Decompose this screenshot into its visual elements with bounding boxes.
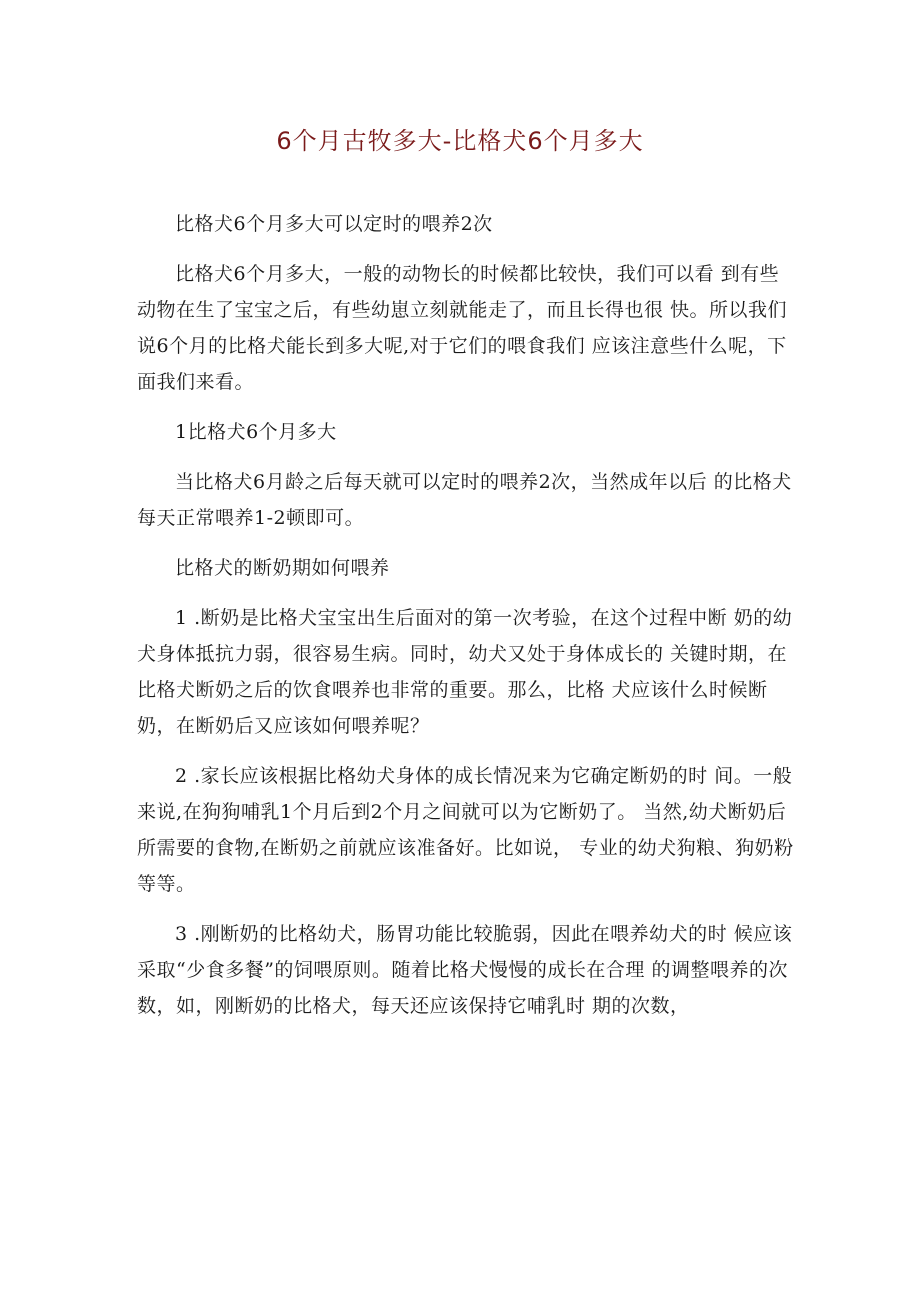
document-body [137,206,797,1038]
paragraph-weaning-1: 1 .断奶是比格犬宝宝出生后面对的第一次考验，在这个过程中断 奶的幼犬身体抵抗力弱，很容易生病。同时，幼犬又处于身体成长的 关键时期，在比格犬断奶之后的饮食喂养也非常的重要。那么，比格 犬应该什么时候断奶，在断奶后又应该如何喂养呢？ [137,607,793,737]
paragraph-weaning-3: 3 .刚断奶的比格幼犬，肠胃功能比较脆弱，因此在喂养幼犬的时 候应该采取“少食多餐”的饲喂原则。随着比格犬慢慢的成长在合理 的调整喂养的次数，如，刚断奶的比格犬，每天还应该保持它哺乳时 期的次数， [137,923,793,1017]
paragraph-weaning-2: 2 .家长应该根据比格幼犬身体的成长情况来为它确定断奶的时 间。一般来说,在狗狗哺乳1个月后到2个月之间就可以为它断奶了。 当然,幼犬断奶后所需要的食物,在断奶之前就应该准备好。比如说， 专业的幼犬狗粮、狗奶粉等等。 [137,765,794,895]
section-heading-size: 1比格犬6个月多大 [175,421,337,443]
document-title: 6个月古牧多大-比格犬6个月多大 [276,127,644,155]
paragraph-intro-heading: 比格犬6个月多大可以定时的喂养2次 [175,213,493,235]
paragraph-feeding: 当比格犬6月龄之后每天就可以定时的喂养2次，当然成年以后 的比格犬每天正常喂养1-2顿即可。 [137,471,792,529]
paragraph-intro: 比格犬6个月多大，一般的动物长的时候都比较快，我们可以看 到有些动物在生了宝宝之后，有些幼崽立刻就能走了，而且长得也很 快。所以我们说6个月的比格犬能长到多大呢,对于它们的喂食我们 应该注意些什么呢，下面我们来看。 [137,263,788,393]
section-heading-weaning: 比格犬的断奶期如何喂养 [175,557,390,579]
